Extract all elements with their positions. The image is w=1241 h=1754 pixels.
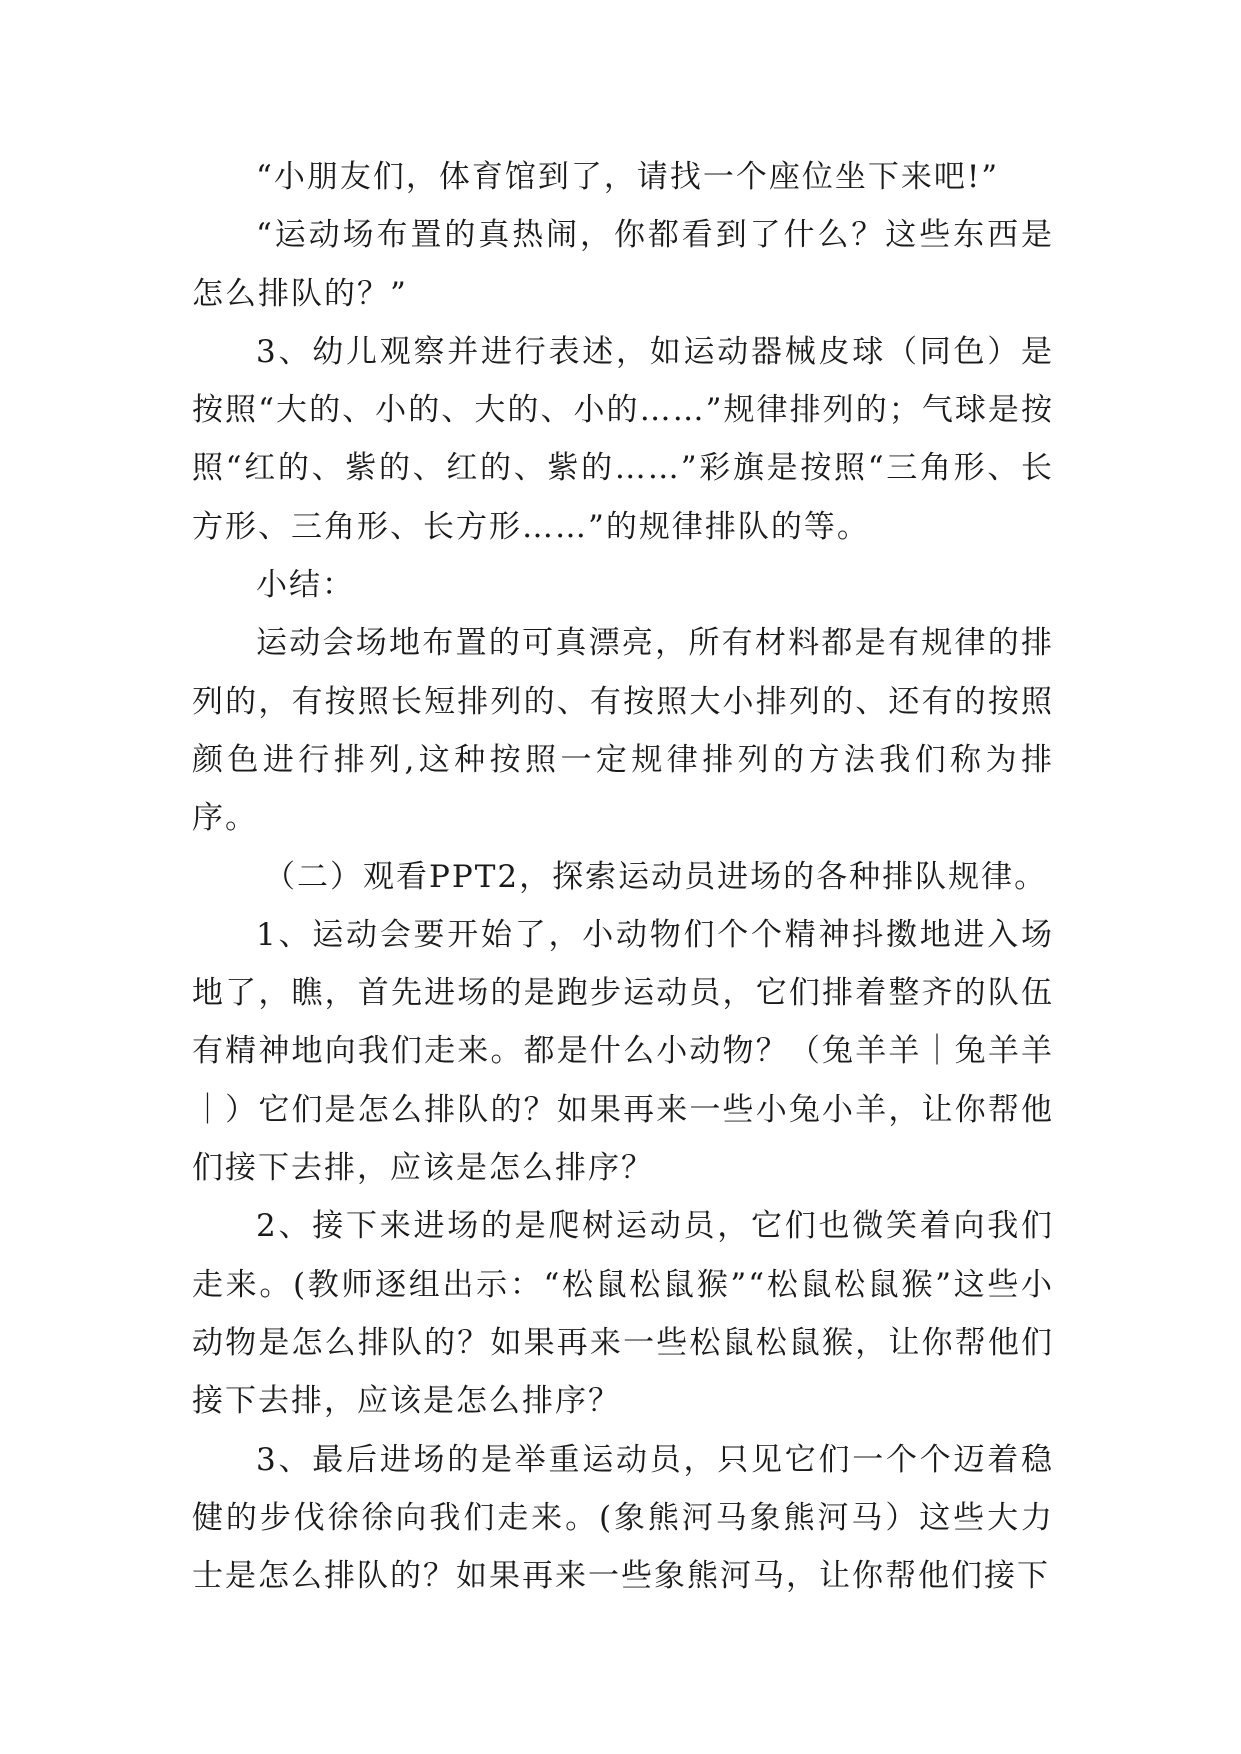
paragraph-summary-heading: 小结：	[256, 567, 355, 604]
document-body	[192, 148, 1054, 1605]
paragraph-2: “运动场布置的真热闹，你都看到了什么？这些东西是怎么排队的？”	[192, 217, 1054, 312]
paragraph-step-2: 2、接下来进场的是爬树运动员，它们也微笑着向我们走来。(教师逐组出示：“松鼠松鼠猴”“松鼠松鼠猴”这些小动物是怎么排队的？如果再来一些松鼠松鼠猴，让你帮他们接下去排，应该是怎么排序？	[192, 1208, 1054, 1420]
paragraph-1: “小朋友们，体育馆到了，请找一个座位坐下来吧!”	[256, 159, 1000, 195]
paragraph-step-1: 1、运动会要开始了，小动物们个个精神抖擞地进入场地了，瞧，首先进场的是跑步运动员，它们排着整齐的队伍有精神地向我们走来。都是什么小动物？（兔羊羊｜兔羊羊｜）它们是怎么排队的？如果再来一些小兔小羊，让你帮他们接下去排，应该是怎么排序？	[192, 916, 1054, 1187]
paragraph-3: 3、幼儿观察并进行表述，如运动器械皮球（同色）是按照“大的、小的、大的、小的……”规律排列的；气球是按照“红的、紫的、红的、紫的……”彩旗是按照“三角形、长方形、三角形、长方形……”的规律排队的等。	[192, 333, 1054, 545]
section-heading-2: （二）观看PPT2，探索运动员进场的各种排队规律。	[264, 858, 1048, 895]
paragraph-step-3: 3、最后进场的是举重运动员，只见它们一个个迈着稳健的步伐徐徐向我们走来。(象熊河马象熊河马）这些大力士是怎么排队的？如果再来一些象熊河马，让你帮他们接下	[192, 1441, 1054, 1595]
paragraph-summary: 运动会场地布置的可真漂亮，所有材料都是有规律的排列的，有按照长短排列的、有按照大小排列的、还有的按照颜色进行排列,这种按照一定规律排列的方法我们称为排序。	[192, 625, 1054, 837]
